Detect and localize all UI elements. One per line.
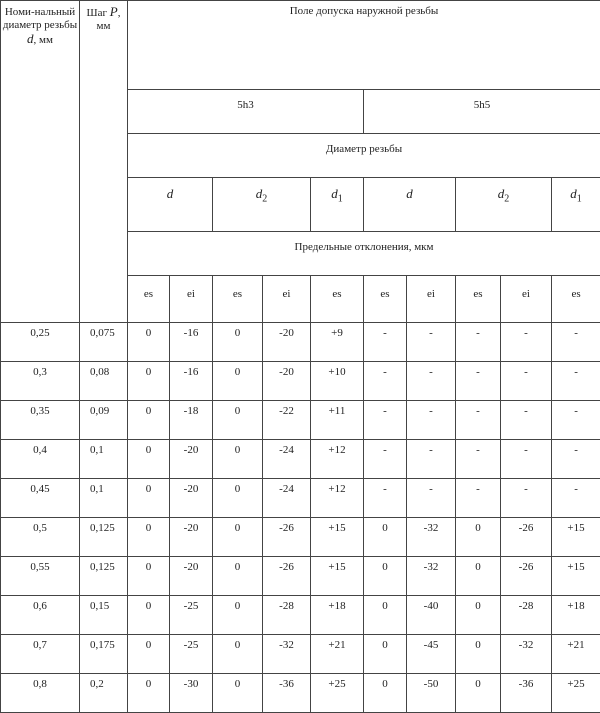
cell-deviation: 0	[213, 401, 263, 440]
cell-deviation: 0	[364, 557, 407, 596]
cell-deviation: -20	[170, 557, 213, 596]
cell-deviation: -26	[263, 557, 311, 596]
symbol-d: d	[406, 186, 413, 201]
cell-deviation: -	[364, 362, 407, 401]
header-deviation-type: ei	[170, 276, 213, 323]
cell-nominal-diameter: 0,4	[1, 440, 80, 479]
cell-pitch: 0,2	[80, 674, 128, 713]
cell-deviation: +12	[311, 479, 364, 518]
cell-deviation: -36	[263, 674, 311, 713]
cell-deviation: -	[407, 323, 456, 362]
header-deviation-type: es	[128, 276, 170, 323]
cell-deviation: -	[552, 479, 600, 518]
cell-deviation: -	[364, 401, 407, 440]
header-class-5h5: 5h5	[364, 90, 600, 134]
cell-deviation: -26	[501, 518, 552, 557]
symbol-d: d	[167, 186, 174, 201]
cell-deviation: 0	[364, 635, 407, 674]
cell-deviation: +12	[311, 440, 364, 479]
cell-deviation: 0	[456, 635, 501, 674]
cell-deviation: 0	[456, 674, 501, 713]
cell-deviation: +15	[552, 518, 600, 557]
cell-deviation: 0	[128, 557, 170, 596]
cell-deviation: -	[501, 323, 552, 362]
cell-nominal-diameter: 0,5	[1, 518, 80, 557]
cell-deviation: 0	[128, 323, 170, 362]
header-diameter-symbol: d	[27, 31, 34, 46]
cell-deviation: 0	[128, 401, 170, 440]
cell-deviation: -36	[501, 674, 552, 713]
cell-deviation: 0	[213, 518, 263, 557]
header-d2-5h5	[456, 178, 552, 232]
cell-deviation: 0	[456, 518, 501, 557]
symbol-d1: $d_1$	[331, 186, 343, 201]
cell-deviation: -	[364, 479, 407, 518]
cell-deviation: 0	[213, 674, 263, 713]
cell-deviation: 0	[213, 323, 263, 362]
cell-deviation: -40	[407, 596, 456, 635]
header-deviation-type: ei	[407, 276, 456, 323]
table-row	[1, 635, 600, 674]
cell-deviation: -32	[263, 635, 311, 674]
cell-deviation: -	[456, 323, 501, 362]
cell-deviation: -25	[170, 596, 213, 635]
cell-nominal-diameter: 0,7	[1, 635, 80, 674]
cell-deviation: 0	[456, 596, 501, 635]
cell-deviation: -	[407, 440, 456, 479]
cell-nominal-diameter: 0,8	[1, 674, 80, 713]
cell-deviation: 0	[213, 479, 263, 518]
cell-nominal-diameter: 0,25	[1, 323, 80, 362]
table-row	[1, 440, 600, 479]
cell-deviation: -28	[501, 596, 552, 635]
cell-deviation: -	[552, 323, 600, 362]
cell-deviation: -	[364, 440, 407, 479]
cell-deviation: -24	[263, 440, 311, 479]
cell-pitch: 0,1	[80, 479, 128, 518]
table-row	[1, 401, 600, 440]
table-row	[1, 479, 600, 518]
cell-deviation: -	[552, 401, 600, 440]
cell-deviation: -18	[170, 401, 213, 440]
cell-deviation: 0	[213, 557, 263, 596]
header-deviation-type: es	[456, 276, 501, 323]
symbol-d1: $d_1$	[570, 186, 582, 201]
header-deviations: Предельные отклонения, мкм	[128, 232, 600, 276]
cell-deviation: -32	[407, 518, 456, 557]
cell-deviation: -	[501, 479, 552, 518]
header-pitch-symbol: P	[110, 4, 118, 19]
cell-deviation: 0	[364, 596, 407, 635]
table-row	[1, 557, 600, 596]
cell-deviation: 0	[364, 674, 407, 713]
cell-deviation: +21	[552, 635, 600, 674]
table-row	[1, 518, 600, 557]
cell-pitch: 0,125	[80, 557, 128, 596]
cell-deviation: -20	[263, 323, 311, 362]
cell-pitch: 0,08	[80, 362, 128, 401]
symbol-d2: $d_2$	[498, 186, 510, 201]
cell-deviation: +25	[552, 674, 600, 713]
header-d1-5h3	[311, 178, 364, 232]
header-deviation-type: es	[552, 276, 600, 323]
cell-deviation: 0	[456, 557, 501, 596]
cell-deviation: 0	[128, 596, 170, 635]
header-d1-5h5	[552, 178, 600, 232]
cell-deviation: -	[456, 479, 501, 518]
cell-deviation: -	[552, 440, 600, 479]
cell-deviation: 0	[364, 518, 407, 557]
cell-deviation: -25	[170, 635, 213, 674]
cell-deviation: 0	[128, 440, 170, 479]
cell-deviation: -26	[501, 557, 552, 596]
cell-nominal-diameter: 0,6	[1, 596, 80, 635]
cell-deviation: -	[364, 323, 407, 362]
cell-deviation: 0	[213, 635, 263, 674]
header-deviation-type: ei	[501, 276, 552, 323]
cell-deviation: -20	[170, 518, 213, 557]
cell-deviation: 0	[128, 362, 170, 401]
cell-deviation: -	[456, 401, 501, 440]
cell-deviation: +21	[311, 635, 364, 674]
cell-deviation: 0	[213, 440, 263, 479]
cell-nominal-diameter: 0,45	[1, 479, 80, 518]
cell-deviation: -	[407, 479, 456, 518]
table-row	[1, 323, 600, 362]
table-row	[1, 596, 600, 635]
cell-deviation: -32	[407, 557, 456, 596]
cell-deviation: -22	[263, 401, 311, 440]
table-row	[1, 674, 600, 713]
cell-deviation: -	[407, 401, 456, 440]
header-d2-5h3	[213, 178, 311, 232]
cell-deviation: +18	[311, 596, 364, 635]
cell-deviation: -50	[407, 674, 456, 713]
cell-deviation: 0	[213, 596, 263, 635]
header-class-5h3: 5h3	[128, 90, 364, 134]
cell-deviation: +15	[552, 557, 600, 596]
cell-deviation: -32	[501, 635, 552, 674]
cell-nominal-diameter: 0,55	[1, 557, 80, 596]
header-pitch	[80, 1, 128, 323]
cell-nominal-diameter: 0,3	[1, 362, 80, 401]
cell-deviation: 0	[128, 635, 170, 674]
cell-deviation: 0	[128, 674, 170, 713]
cell-deviation: -	[501, 362, 552, 401]
header-nominal-diameter	[1, 1, 80, 323]
cell-deviation: +9	[311, 323, 364, 362]
cell-deviation: -26	[263, 518, 311, 557]
cell-deviation: 0	[213, 362, 263, 401]
cell-deviation: -	[456, 362, 501, 401]
cell-deviation: 0	[128, 518, 170, 557]
cell-deviation: +15	[311, 518, 364, 557]
cell-deviation: +25	[311, 674, 364, 713]
cell-nominal-diameter: 0,35	[1, 401, 80, 440]
header-deviation-type: es	[213, 276, 263, 323]
cell-deviation: -20	[170, 479, 213, 518]
header-deviation-type: ei	[263, 276, 311, 323]
header-tolerance-field: Поле допуска наружной резьбы	[128, 1, 600, 90]
header-d-5h5	[364, 178, 456, 232]
cell-deviation: -	[552, 362, 600, 401]
cell-deviation: -20	[170, 440, 213, 479]
symbol-d2: $d_2$	[256, 186, 268, 201]
cell-deviation: -45	[407, 635, 456, 674]
cell-pitch: 0,1	[80, 440, 128, 479]
cell-deviation: -	[501, 401, 552, 440]
header-thread-diameter: Диаметр резьбы	[128, 134, 600, 178]
cell-deviation: +10	[311, 362, 364, 401]
header-diameter-unit: , мм	[34, 34, 53, 46]
table-row	[1, 362, 600, 401]
cell-pitch: 0,075	[80, 323, 128, 362]
cell-deviation: 0	[128, 479, 170, 518]
header-deviation-type: es	[311, 276, 364, 323]
cell-deviation: -24	[263, 479, 311, 518]
cell-deviation: -16	[170, 362, 213, 401]
cell-deviation: +15	[311, 557, 364, 596]
cell-pitch: 0,125	[80, 518, 128, 557]
header-pitch-unit: , мм	[97, 7, 121, 32]
cell-deviation: -	[456, 440, 501, 479]
cell-pitch: 0,15	[80, 596, 128, 635]
header-nominal-diameter-label: Номи-нальный диаметр резьбы	[3, 6, 77, 31]
header-pitch-label: Шаг	[87, 7, 108, 19]
cell-deviation: -30	[170, 674, 213, 713]
header-d-5h3	[128, 178, 213, 232]
cell-deviation: -16	[170, 323, 213, 362]
cell-deviation: -28	[263, 596, 311, 635]
cell-deviation: -20	[263, 362, 311, 401]
cell-deviation: +11	[311, 401, 364, 440]
cell-deviation: -	[407, 362, 456, 401]
header-deviation-type: es	[364, 276, 407, 323]
cell-deviation: +18	[552, 596, 600, 635]
cell-deviation: -	[501, 440, 552, 479]
cell-pitch: 0,175	[80, 635, 128, 674]
cell-pitch: 0,09	[80, 401, 128, 440]
